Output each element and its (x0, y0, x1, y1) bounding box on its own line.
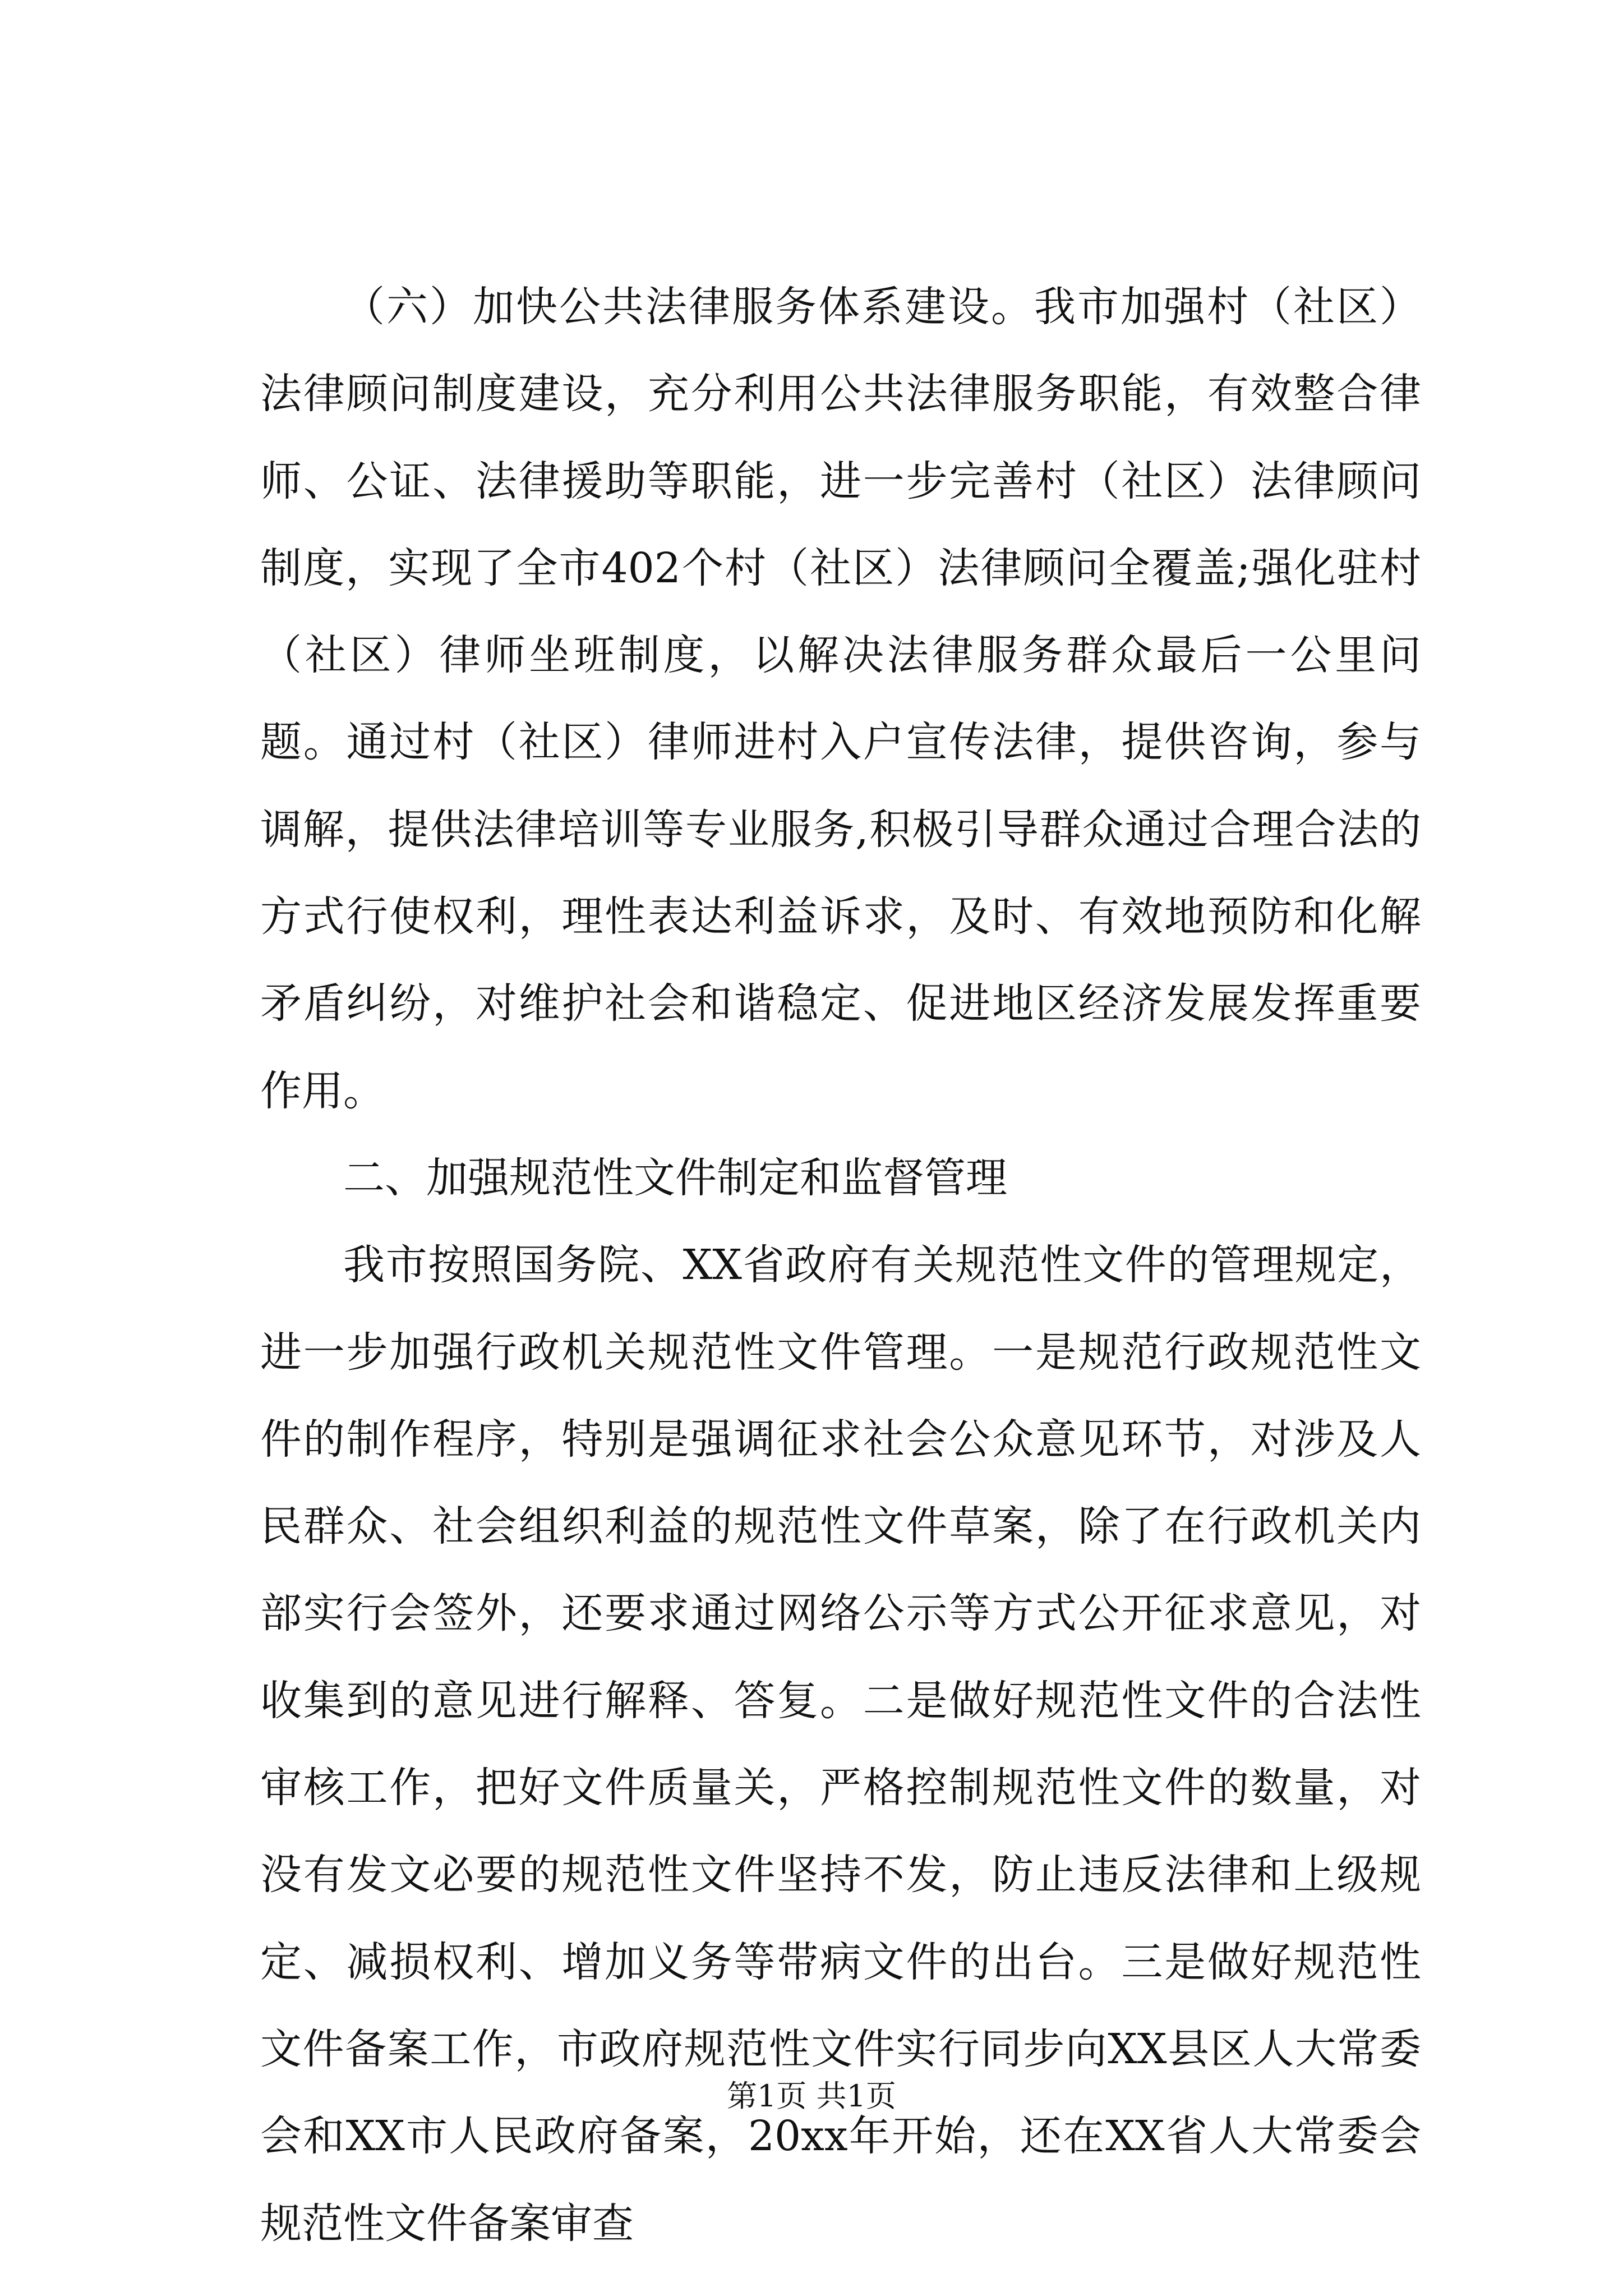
paragraph-public-legal-services: （六）加快公共法律服务体系建设。我市加强村（社区）法律顾问制度建设，充分利用公共法律服务职能，有效整合律师、公证、法律援助等职能，进一步完善村（社区）法律顾问制度，实现了全市402个村（社区）法律顾问全覆盖;强化驻村（社区）律师坐班制度，以解决法律服务群众最后一公里问题。通过村（社区）律师进村入户宣传法律，提供咨询，参与调解，提供法律培训等专业服务,积极引导群众通过合理合法的方式行使权利，理性表达利益诉求，及时、有效地预防和化解矛盾纠纷，对维护社会和谐稳定、促进地区经济发展发挥重要作用。 (260, 283, 1421, 1115)
section-heading: 二、加强规范性文件制定和监督管理 (343, 1153, 1007, 1202)
paragraph-normative-documents: 我市按照国务院、XX省政府有关规范性文件的管理规定，进一步加强行政机关规范性文件管理。一是规范行政规范性文件的制作程序，特别是强调征求社会公众意见环节，对涉及人民群众、社会组织利益的规范性文件草案，除了在行政机关内部实行会签外，还要求通过网络公示等方式公开征求意见，对收集到的意见进行解释、答复。二是做好规范性文件的合法性审核工作，把好文件质量关，严格控制规范性文件的数量，对没有发文必要的规范性文件坚持不发，防止违反法律和上级规定、减损权利、增加义务等带病文件的出台。三是做好规范性文件备案工作，市政府规范性文件实行同步向XX县区人大常委会和XX市人民政府备案，20xx年开始，还在XX省人大常委会规范性文件备案审查 (260, 1241, 1421, 2248)
document-body (260, 264, 1421, 2267)
page-footer: 第1页 共1页 (727, 2078, 896, 2114)
